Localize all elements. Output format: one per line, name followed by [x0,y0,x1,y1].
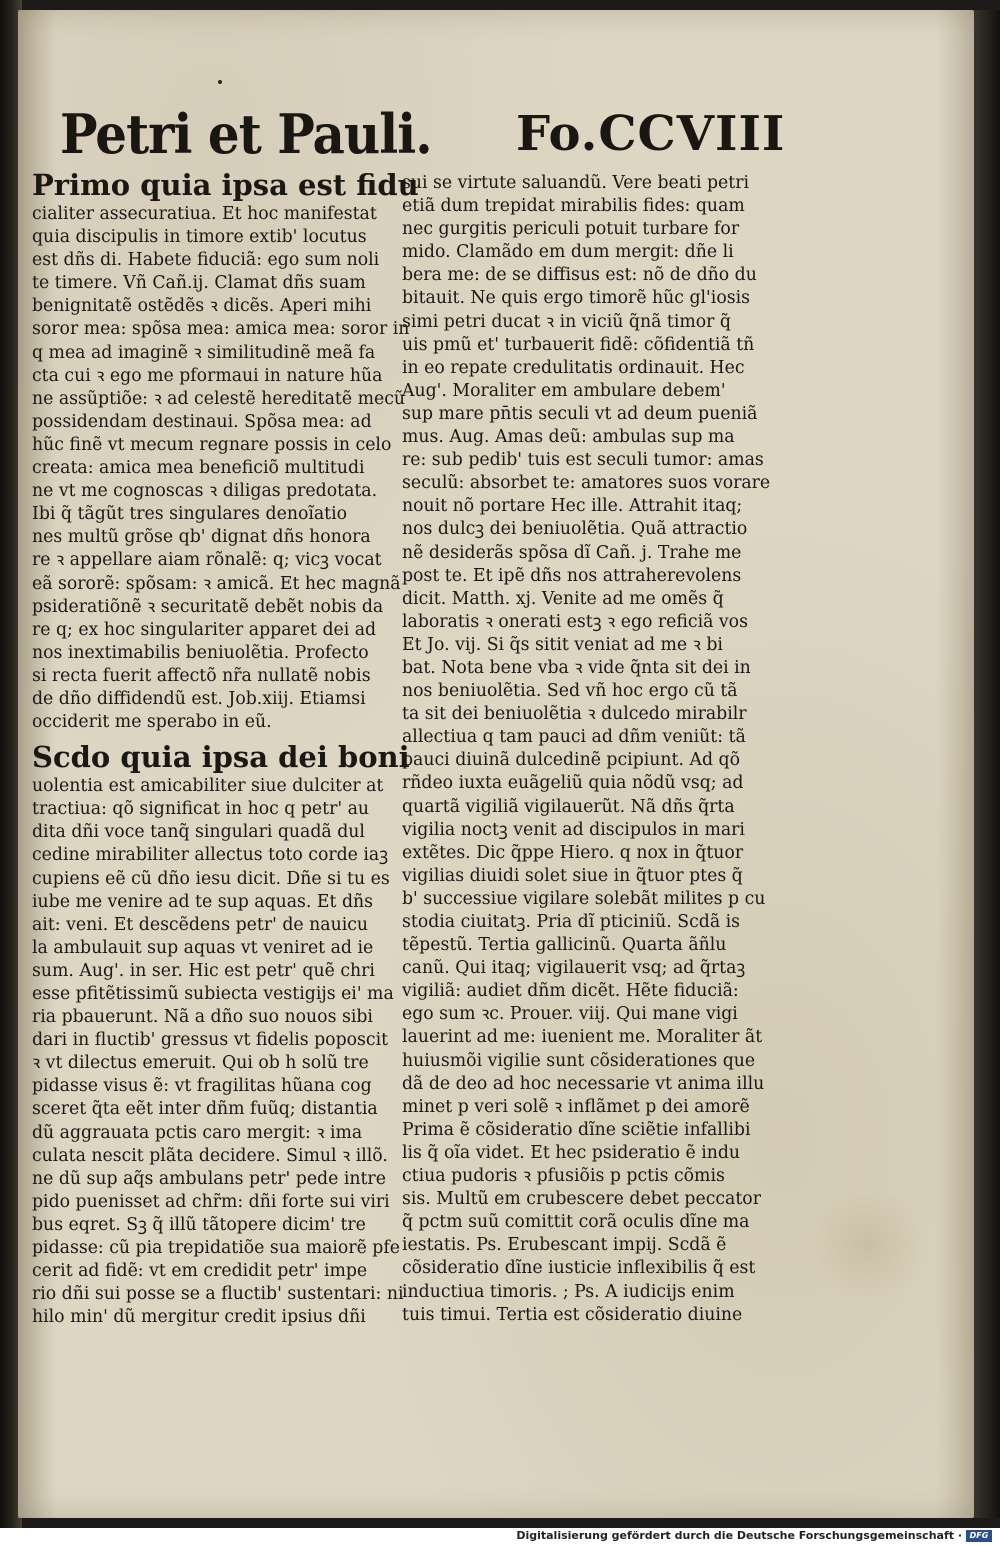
text-line: cta cui ꝛ ego me pformaui in nature hũa [32,365,383,386]
text-line: pidasse visus ẽ: vt fragilitas hũana cog [32,1076,372,1097]
text-line: mus. Aug. Amas deũ: ambulas sup ma [402,427,735,448]
text-line: culata nescit plãta decidere. Simul ꝛ illõ. [32,1145,388,1166]
left-text-column [32,168,419,1329]
text-line: Prima ẽ cõsideratio dĩne sciẽtie infallibi [402,1119,751,1140]
text-line: sis. Multũ em crubescere debet peccator [402,1189,761,1210]
text-line: quia discipulis in timore extib' locutus [32,227,367,248]
text-line: ait: veni. Et descẽdens petr' de nauicu [32,914,369,935]
text-line: ne vt me cognoscas ꝛ diligas predotata. [32,481,378,502]
text-line: si recta fuerit affectõ nr̃a nullatẽ nobis [32,665,371,686]
text-line: laboratis ꝛ onerati estꝫ ꝛ ego reficiã vos [402,611,748,632]
text-line: de dño diffidendũ est. Job.xiij. Etiamsi [32,688,366,709]
text-line: re ꝛ appellare aiam rõnalẽ: q; vicꝫ vocat [32,550,382,571]
text-line: hũc finẽ vt mecum regnare possis in celo [32,434,392,455]
text-line: ctiua pudoris ꝛ pfusiõis p pctis cõmis [402,1166,725,1187]
text-line: sup mare pn̄tis seculi vt ad deum pueniã [402,403,758,424]
text-line: dũ aggrauata pctis caro mergit: ꝛ ima [32,1122,363,1143]
text-line: bat. Nota bene vba ꝛ vide q̃nta sit dei in [402,657,751,678]
text-line: q mea ad imaginẽ ꝛ similitudinẽ meã fa [32,342,376,363]
text-line: dari in fluctib' gressus vt fidelis poposcit [32,1030,389,1051]
text-line: mido. Clamãdo em dum mergit: dñe li [402,242,734,263]
text-line: pauci diuinã dulcedinẽ pcipiunt. Ad qõ [402,750,740,771]
section-opening-line: Scdo quia ipsa dei boni [32,740,410,775]
text-line: uis pmũ et' turbauerit fidẽ: cõfidentiã tñ [402,334,755,355]
text-line: rio dñi sui posse se a fluctib' sustentari: ni [32,1284,404,1305]
paper-stain [808,1190,928,1300]
text-line: psideratiõnẽ ꝛ securitatẽ debẽt nobis da [32,596,384,617]
signature-mark [218,80,222,84]
text-line: sceret q̃ta eẽt inter dñm fuũq; distantia [32,1099,378,1120]
text-line: ne assũptiõe: ꝛ ad celestẽ hereditatẽ mecũ [32,388,406,409]
text-line: q̃ pctm suũ comittit corã oculis dĩne ma [402,1212,750,1233]
text-line: vigilia noctꝫ venit ad discipulos in mari [402,819,745,840]
funding-credit: Digitalisierung gefördert durch die Deutsche Forschungsgemeinschaft · [516,1529,962,1542]
text-line: bitauit. Ne quis ergo timorẽ hũc gl'iosis [402,288,751,309]
text-line: Et Jo. vij. Si q̃s sitit veniat ad me ꝛ bi [402,634,723,655]
text-line: iube me venire ad te sup aquas. Et dñs [32,891,374,912]
text-line: cerit ad fidẽ: vt em credidit petr' impe [32,1261,368,1282]
text-line: minet p veri solẽ ꝛ inflãmet p dei amorẽ [402,1096,750,1117]
text-line: bus eqret. Sꝫ q̃ illũ tãtopere dicim' tre [32,1214,366,1235]
text-line: cupiens eẽ cũ dño iesu dicit. Dñe si tu es [32,868,390,889]
text-line: vigilias diuidi solet siue in q̃tuor ptes q̃ [402,865,743,886]
text-line: sum. Aug'. in ser. Hic est petr' quẽ chri [32,960,375,981]
text-line: post te. Et ipẽ dñs nos attraherevolens [402,565,742,586]
text-line: stodia ciuitatꝫ. Pria dĩ pticiniũ. Scdã is [402,912,741,932]
text-line: re: sub pedib' tuis est seculi tumor: amas [402,450,764,471]
text-line: seculũ: absorbet te: amatores suos vorare [402,473,771,494]
text-line: ne dũ sup aq̃s ambulans petr' pede intre [32,1168,386,1189]
book-page [18,10,974,1518]
text-line: occiderit me sperabo in eũ. [32,712,272,733]
text-line: bera me: de se diffisus est: nõ de dño du [402,265,757,286]
running-head: Petri et Pauli. [60,102,432,166]
text-line: allectiua q tam pauci ad dñm veniũt: tã [402,727,746,748]
text-line: re q; ex hoc singulariter apparet dei ad [32,619,377,640]
text-line: eã sororẽ: spõsam: ꝛ amicã. Et hec magnã [32,573,401,594]
text-line: huiusmõi vigilie sunt cõsiderationes que [402,1050,756,1071]
text-line: lis q̃ oĩa videt. Et hec psideratio ẽ indu [402,1142,741,1163]
text-line: nes multũ grõse qb' dignat dñs honora [32,527,371,548]
text-line: iestatis. Ps. Erubescant impij. Scdã ẽ [402,1235,727,1256]
text-line: simi petri ducat ꝛ in viciũ q̃nã timor q̃ [402,311,731,332]
text-line: pidasse: cũ pia trepidatiõe sua maiorẽ pfe [32,1238,400,1259]
text-line: creata: amica mea beneficiõ multitudi [32,458,365,479]
text-line: ta sit dei beniuolẽtia ꝛ dulcedo mirabilr [402,704,747,725]
text-line: te timere. Vñ Cañ.ij. Clamat dñs suam [32,273,366,294]
text-line: canũ. Qui itaq; vigilauerit vsq; ad q̃rtaꝫ [402,958,746,979]
text-line: soror mea: spõsa mea: amica mea: soror in [32,319,410,340]
text-line: pido puenisset ad chr̃m: dñi forte sui viri [32,1191,390,1212]
text-line: esse pfitẽtissimũ subiecta vestigijs ei' ma [32,984,394,1004]
text-line: inductiua timoris. ; Ps. A iudicijs enim [402,1281,735,1302]
text-line: benignitatẽ ostẽdẽs ꝛ dicẽs. Aperi mihi [32,296,372,317]
text-line: Ibi q̃ tãgũt tres singulares denoĩatio [32,504,348,525]
right-text-column [402,172,772,1327]
text-line: tuis timui. Tertia est cõsideratio diuine [402,1304,743,1325]
text-line: nos dulcꝫ dei beniuolẽtia. Quã attractio [402,519,748,540]
text-line: ꝛ vt dilectus emeruit. Qui ob h solũ tre [32,1053,369,1074]
text-line: nec gurgitis periculi potuit turbare for [402,219,740,240]
text-line: nouit nõ portare Hec ille. Attrahit itaq; [402,496,743,517]
text-line: cialiter assecuratiua. Et hoc manifestat [32,204,377,224]
text-line: tractiua: qõ significat in hoc q petr' au [32,799,370,820]
text-line: uolentia est amicabiliter siue dulciter at [32,776,384,797]
text-line: lauerint ad me: iuenient me. Moraliter ãt [402,1027,763,1048]
text-line: hilo min' dũ mergitur credit ipsius dñi [32,1307,366,1328]
text-line: in eo repate credulitatis ordinauit. Hec [402,357,745,378]
text-line: nẽ desiderãs spõsa dĩ Cañ. j. Trahe me [402,542,742,563]
text-line: b' successiue vigilare solebãt milites p cu [402,888,766,909]
text-line: sui se virtute saluandũ. Vere beati petri [402,173,750,193]
folio-number: Fo.CCVIII [516,106,786,162]
text-line: rñdeo iuxta euãgeliũ quia nõdũ vsq; ad [402,773,744,794]
section-opening-line: Primo quia ipsa est fidu [32,168,419,202]
text-line: etiã dum trepidat mirabilis fides: quam [402,196,745,217]
text-line: cõsideratio dĩne iusticie inflexibilis q̃ est [402,1258,756,1279]
text-line: dita dñi voce tanq̃ singulari quadã dul [32,822,365,843]
text-line: ego sum ꝛc. Prouer. viij. Qui mane vigi [402,1004,738,1025]
text-line: quartã vigiliã vigilauerũt. Nã dñs q̃rta [402,796,735,817]
text-line: extẽtes. Dic q̃ppe Hiero. q nox in q̃tuor [402,842,744,863]
text-line: possidendam destinaui. Spõsa mea: ad [32,411,372,432]
text-line: nos beniuolẽtia. Sed vñ hoc ergo cũ tã [402,681,738,702]
dfg-logo: DFG [966,1530,992,1542]
text-line: tẽpestũ. Tertia gallicinũ. Quarta ãñlu [402,935,727,956]
text-line: dã de deo ad hoc necessarie vt anima illu [402,1073,765,1094]
page-edge-shadow [974,10,1000,1518]
text-line: cedine mirabiliter allectus toto corde iaꝫ [32,845,389,866]
text-line: nos inextimabilis beniuolẽtia. Profecto [32,642,369,663]
text-line: vigiliã: audiet dñm dicẽt. Hẽte fiduciã: [402,981,739,1002]
text-line: dicit. Matth. xj. Venite ad me omẽs q̃ [402,588,724,609]
text-line: Aug'. Moraliter em ambulare debem' [402,380,726,401]
text-line: ria pbauerunt. Nã a dño suo nouos sibi [32,1007,373,1028]
text-line: la ambulauit sup aquas vt veniret ad ie [32,937,374,958]
text-line: est dñs di. Habete fiduciã: ego sum noli [32,250,380,271]
